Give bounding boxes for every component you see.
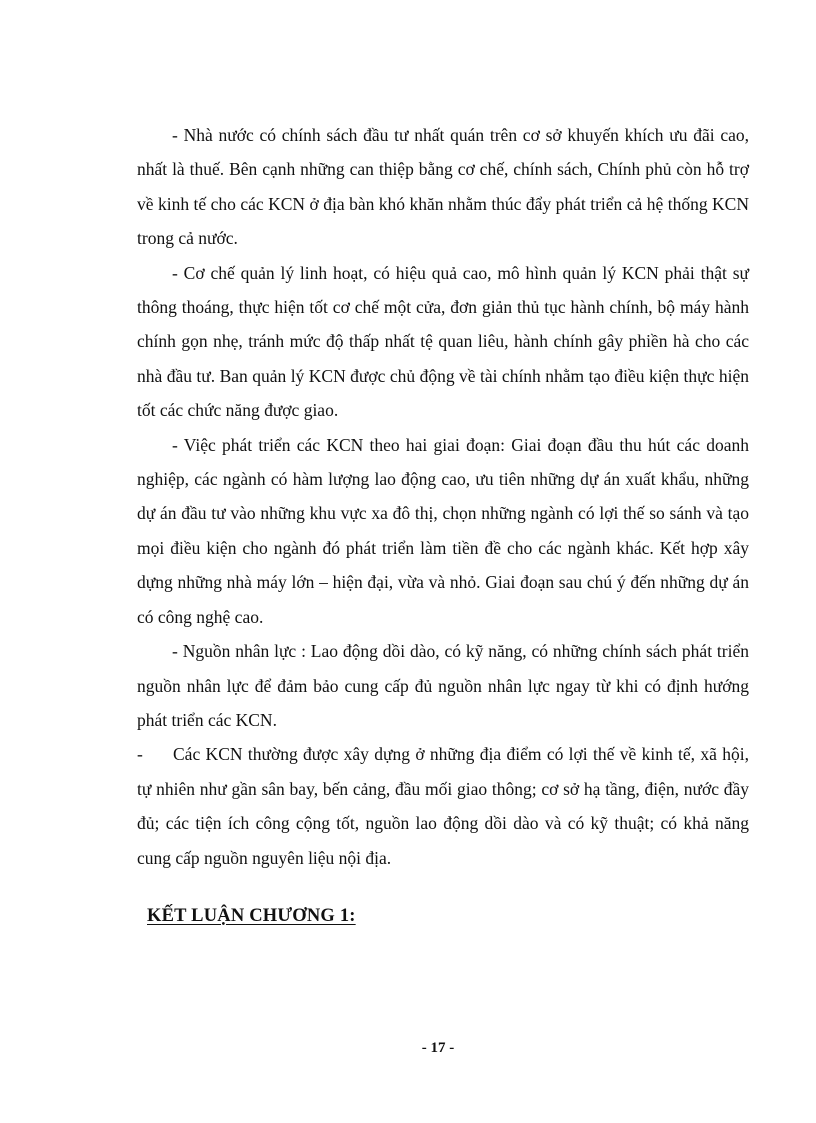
list-dash-marker: - (137, 744, 143, 765)
paragraph-human-resources: - Nguồn nhân lực : Lao động dồi dào, có kỹ năng, có những chính sách phát triển nguồn nhân lực để đảm bảo cung cấp đủ nguồn nhân lực ngay từ khi có định hướng phát triển các KCN. (137, 641, 749, 730)
paragraph-location-text: Các KCN thường được xây dựng ở những địa điểm có lợi thế về kinh tế, xã hội, tự nhiên như gần sân bay, bến cảng, đầu mối giao thông; cơ sở hạ tầng, điện, nước đầy đủ; các tiện ích công cộng tốt, nguồn lao động dồi dào và có kỹ thuật; có khả năng cung cấp nguồn nguyên liệu nội địa. (137, 744, 749, 868)
paragraph-management-mechanism: - Cơ chế quản lý linh hoạt, có hiệu quả cao, mô hình quản lý KCN phải thật sự thông thoáng, thực hiện tốt cơ chế một cửa, đơn giản thủ tục hành chính, bộ máy hành chính gọn nhẹ, tránh mức độ thấp nhất tệ quan liêu, hành chính gây phiền hà cho các nhà đầu tư. Ban quản lý KCN được chủ động về tài chính nhằm tạo điều kiện thực hiện tốt các chức năng được giao. (137, 262, 749, 421)
body-text (137, 118, 749, 875)
paragraph-investment-policy: - Nhà nước có chính sách đầu tư nhất quán trên cơ sở khuyến khích ưu đãi cao, nhất là thuế. Bên cạnh những can thiệp bằng cơ chế, chính sách, Chính phủ còn hỗ trợ về kinh tế cho các KCN ở địa bàn khó khăn nhằm thúc đẩy phát triển cả hệ thống KCN trong cả nước. (137, 125, 749, 249)
page-number: - 17 - (421, 1040, 455, 1056)
paragraph-location-advantages (137, 737, 749, 875)
paragraph-development-stages: - Việc phát triển các KCN theo hai giai đoạn: Giai đoạn đầu thu hút các doanh nghiệp, các ngành có hàm lượng lao động cao, ưu tiên những dự án xuất khẩu, những dự án đầu tư vào những khu vực xa đô thị, chọn những ngành có lợi thế so sánh và tạo mọi điều kiện cho ngành đó phát triển làm tiền đề cho các ngành khác. Kết hợp xây dựng những nhà máy lớn – hiện đại, vừa và nhỏ. Giai đoạn sau chú ý đến những dự án có công nghệ cao. (137, 434, 749, 627)
chapter-conclusion-heading: KẾT LUẬN CHƯƠNG 1: (147, 906, 356, 926)
